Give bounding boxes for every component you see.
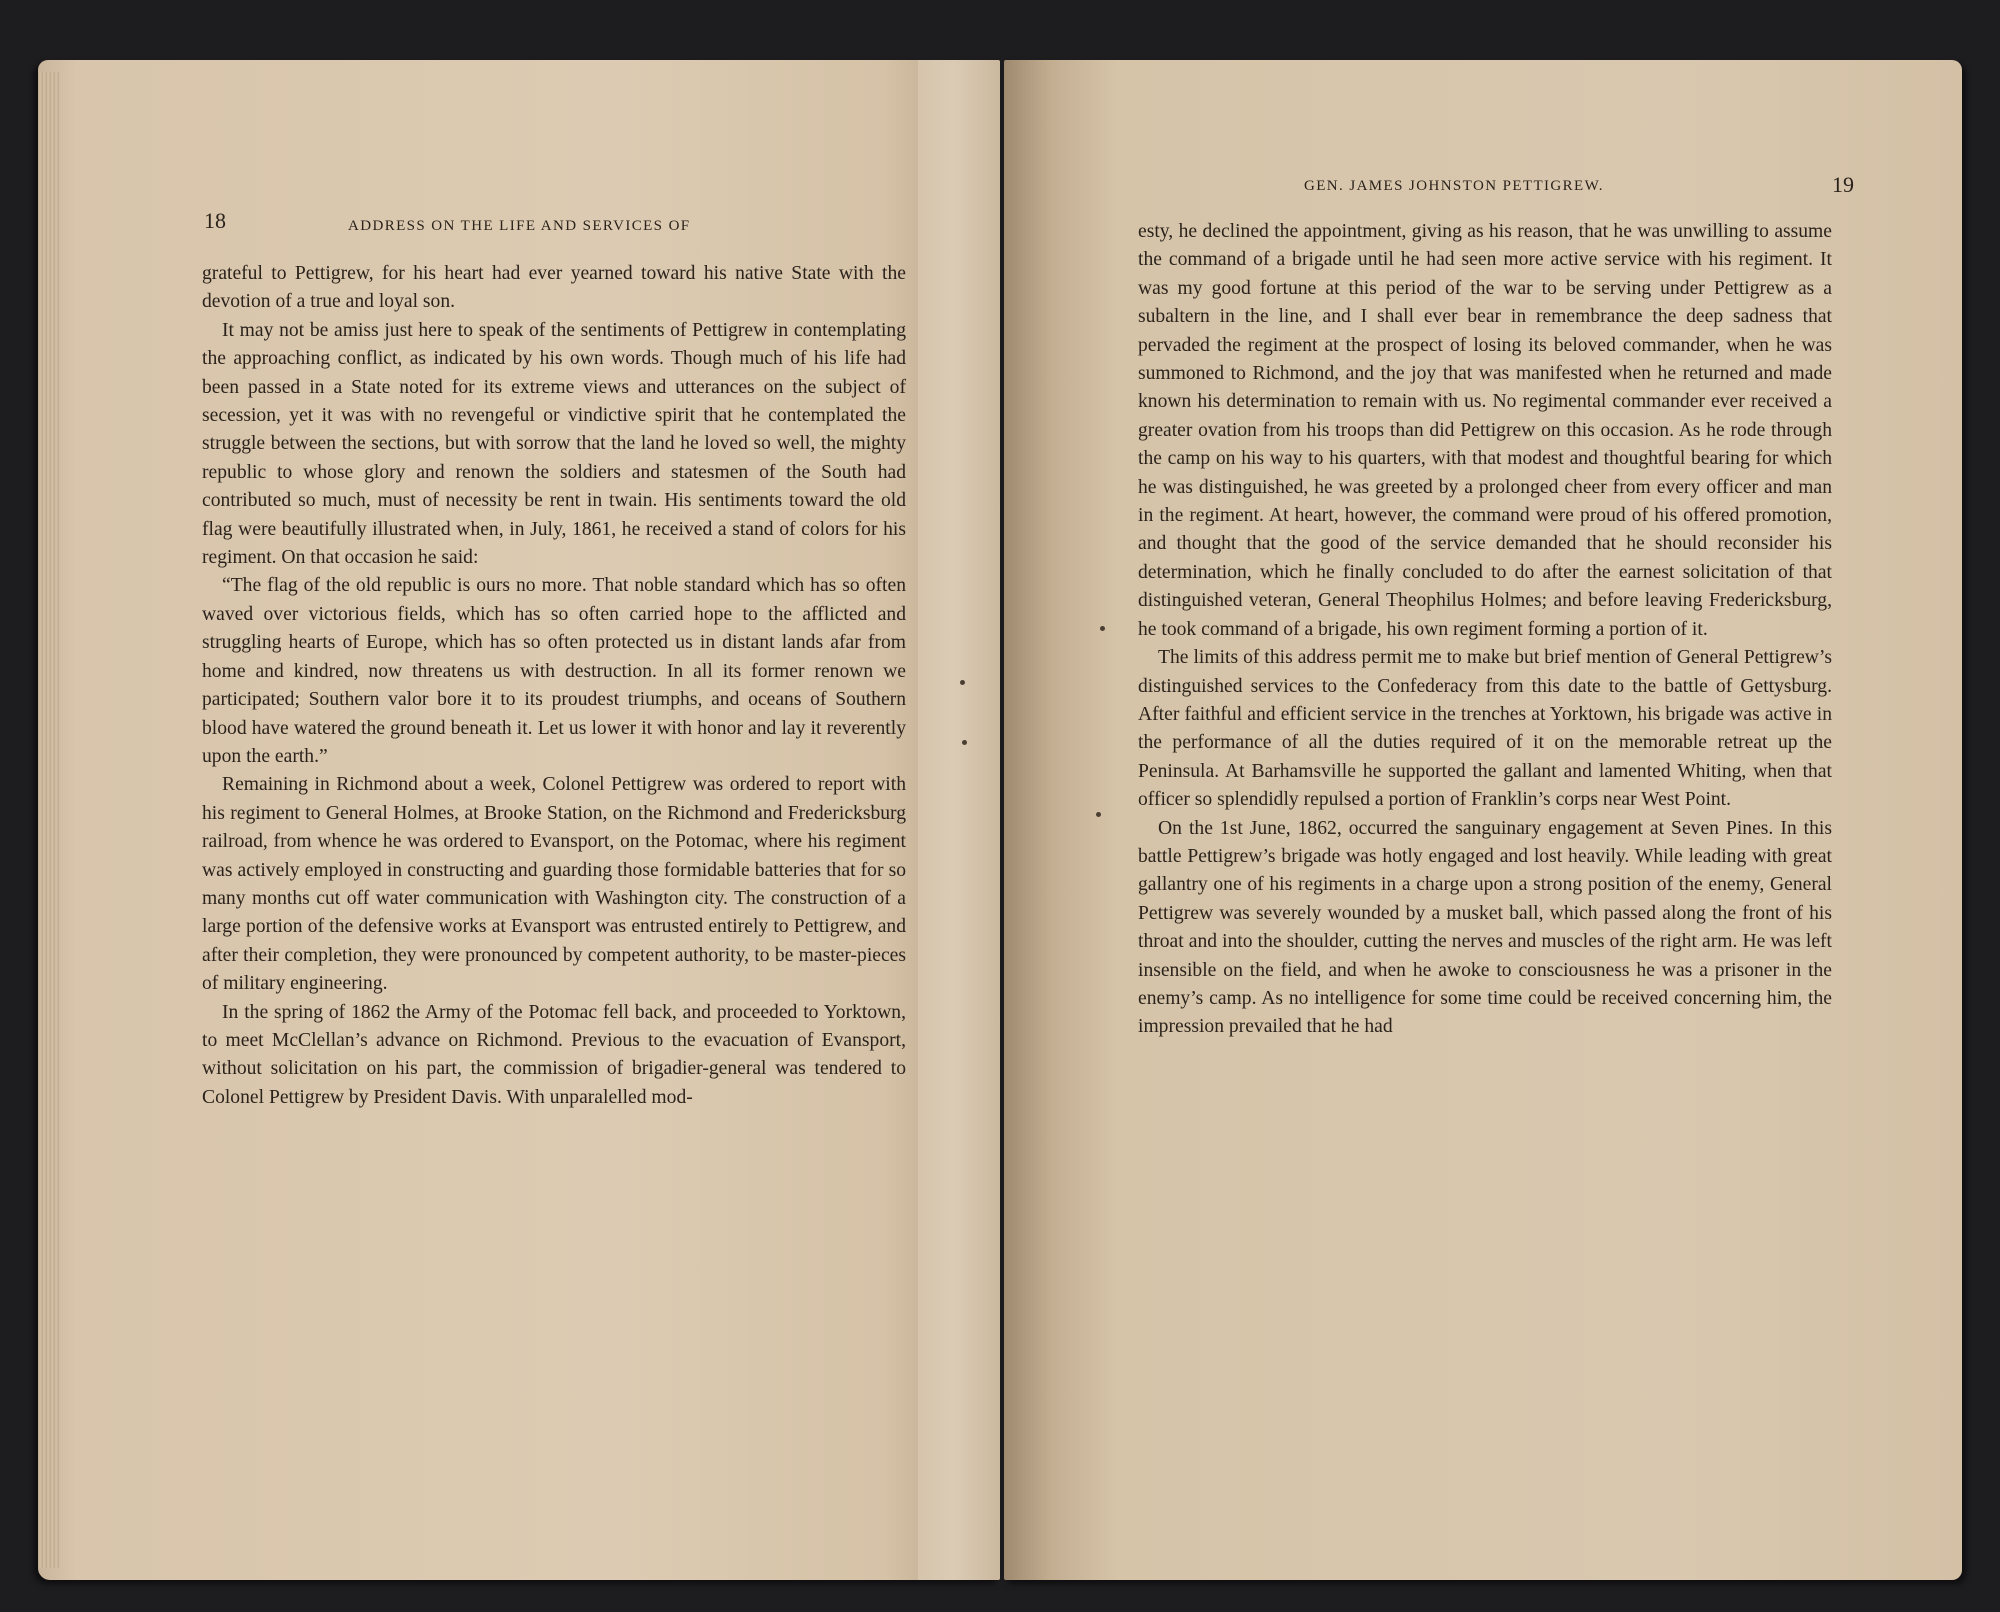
running-head: ADDRESS ON THE LIFE AND SERVICES OF — [348, 218, 691, 234]
page-number: 19 — [1832, 172, 1854, 197]
running-head: GEN. JAMES JOHNSTON PETTIGREW. — [1304, 178, 1604, 194]
paragraph: In the spring of 1862 the Army of the Potomac fell back, and proceeded to Yorktown, to meet McClellan’s advance on Richmond. Previous to the evacuation of Evansport, without solicitation on his part, the commission of brigadier-general was tendered to Colonel Pettigrew by President Davis. With unparalelled mod- — [202, 1001, 906, 1108]
gutter-tape — [918, 60, 1000, 1580]
left-page-body — [202, 260, 906, 1112]
paragraph: grateful to Pettigrew, for his heart had ever yearned toward his native State with the devotion of a true and loyal son. — [202, 263, 906, 313]
open-book — [38, 60, 1962, 1580]
right-page-body — [1138, 218, 1832, 1042]
quotation: “The flag of the old republic is ours no more. That noble standard which has so often waved over victorious fields, which has so often carried hope to the afflicted and struggling hearts of Europe, which has so often protected us in distant lands afar from home and kindred, now threatens us with destruction. In all its former renown we participated; Southern valor bore it to its proudest triumphs, and oceans of Southern blood have watered the ground beneath it. Let us lower it with honor and lay it reverently upon the earth.” — [202, 575, 906, 767]
ink-speck — [962, 740, 967, 745]
ink-speck — [1100, 626, 1105, 631]
paragraph: The limits of this address permit me to make but brief mention of General Pettigrew’s distinguished services to the Confederacy from this date to the battle of Gettysburg. After faithful and efficient service in the trenches at Yorktown, his brigade was active in the performance of all the duties required of it on the memorable retreat up the Peninsula. At Barhamsville he supported the gallant and lamented Whiting, when that officer so splendidly repulsed a portion of Franklin’s corps near West Point. — [1138, 647, 1832, 811]
paragraph: On the 1st June, 1862, occurred the sanguinary engagement at Seven Pines. In this battle Pettigrew’s brigade was hotly engaged and lost heavily. While leading with great gallantry one of his regiments in a charge upon a strong position of the enemy, General Pettigrew was severely wounded by a musket ball, which passed along the front of his throat and into the shoulder, cutting the nerves and muscles of the right arm. He was left insensible on the field, and when he awoke to consciousness he was a prisoner in the enemy’s camp. As no intelligence for some time could be received concerning him, the impression prevailed that he had — [1138, 817, 1832, 1038]
right-page — [1004, 60, 1962, 1580]
left-page — [38, 60, 1000, 1580]
page-number: 18 — [204, 208, 226, 233]
ink-speck — [960, 680, 965, 685]
paragraph: It may not be amiss just here to speak of the sentiments of Pettigrew in contemplating the approaching conflict, as indicated by his own words. Though much of his life had been passed in a State noted for its extreme views and utterances on the subject of secession, yet it was with no revengeful or vindictive spirit that he contemplated the struggle between the sections, but with sorrow that the land he loved so well, the mighty republic to whose glory and renown the soldiers and statesmen of the South had contributed so much, must of necessity be rent in twain. His sentiments toward the old flag were beautifully illustrated when, in July, 1861, he received a stand of colors for his regiment. On that occasion he said: — [202, 319, 906, 569]
paragraph: Remaining in Richmond about a week, Colonel Pettigrew was ordered to report with his regiment to General Holmes, at Brooke Station, on the Richmond and Fredericksburg railroad, from whence he was ordered to Evansport, on the Potomac, where his regiment was actively employed in constructing and guarding those formidable batteries that for so many months cut off water communication with Washington city. The construction of a large portion of the defensive works at Evansport was entrusted entirely to Pettigrew, and after their completion, they were pronounced by competent authority, to be master-pieces of military engineering. — [202, 774, 906, 995]
ink-speck — [1096, 812, 1101, 817]
paragraph: esty, he declined the appointment, giving as his reason, that he was unwilling to assume the command of a brigade until he had seen more active service with his regiment. It was my good fortune at this period of the war to be serving under Pettigrew as a subaltern in the line, and I shall ever bear in remembrance the deep sadness that pervaded the regiment at the prospect of losing its beloved commander, when he was summoned to Richmond, and the joy that was manifested when he returned and made known his determination to remain with us. No regimental commander ever received a greater ovation from his troops than did Pettigrew on this occasion. As he rode through the camp on his way to his quarters, with that modest and thoughtful bearing for which he was distinguished, he was greeted by a prolonged cheer from every officer and man in the regiment. At heart, however, the command were proud of his offered promotion, and thought that the good of the service demanded that he should reconsider his determination, which he finally concluded to do after the earnest solicitation of that distinguished veteran, General Theophilus Holmes; and before leaving Fredericksburg, he took command of a brigade, his own regiment forming a portion of it. — [1138, 221, 1832, 640]
